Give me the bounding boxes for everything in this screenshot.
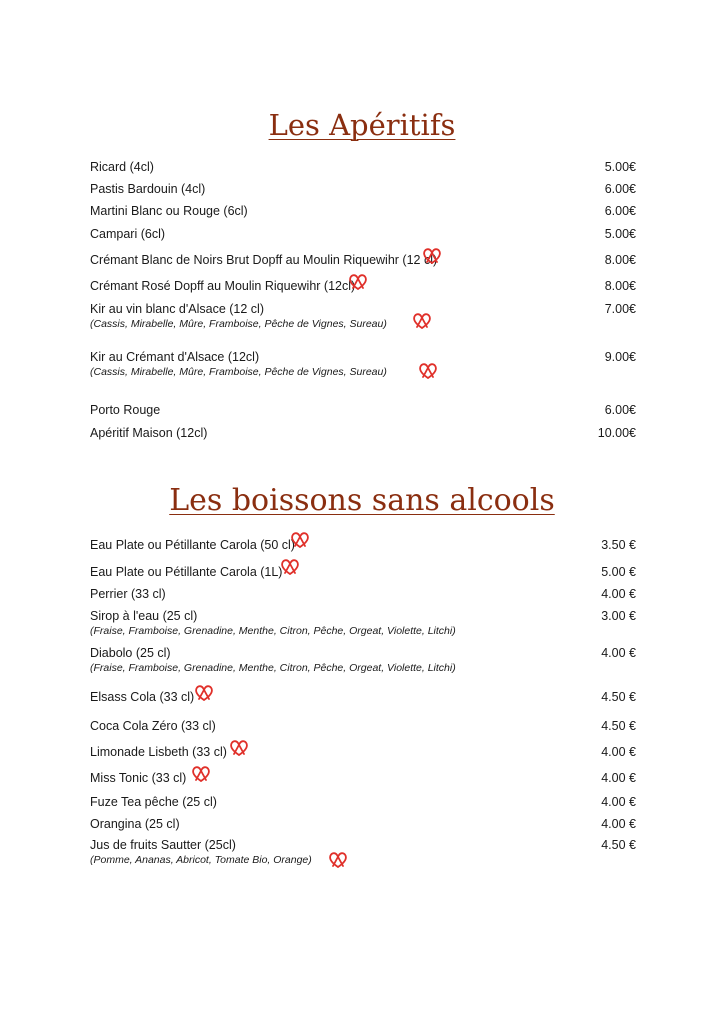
menu-item-price: 7.00€ [604, 302, 636, 316]
menu-item-name: Fuze Tea pêche (25 cl) [90, 795, 217, 809]
menu-item-price: 3.50 € [601, 538, 636, 552]
menu-item-name: Pastis Bardouin (4cl) [90, 182, 206, 196]
menu-item-name: Elsass Cola (33 cl) [90, 690, 195, 704]
soft-drinks-title: Les boissons sans alcools [169, 483, 555, 518]
menu-item-name: Apéritif Maison (12cl) [90, 426, 208, 440]
alsace-pretzel-icon [422, 247, 442, 265]
menu-item-price: 10.00€ [597, 426, 636, 440]
menu-item-price: 4.50 € [601, 838, 636, 852]
menu-item-price: 4.00 € [601, 795, 636, 809]
menu-item-price: 4.00 € [601, 745, 636, 759]
alsace-pretzel-icon [191, 765, 211, 783]
menu-item-note: (Cassis, Mirabelle, Mûre, Framboise, Pêche de Vignes, Sureau) [90, 366, 387, 378]
menu-item-name: Crémant Rosé Dopff au Moulin Riquewihr (12cl) [90, 279, 356, 293]
menu-item-name: Orangina (25 cl) [90, 817, 180, 831]
menu-item-name: Kir au Crémant d'Alsace (12cl) [90, 350, 260, 364]
menu-item-price: 4.00 € [601, 771, 636, 785]
menu-item-price: 5.00€ [604, 227, 636, 241]
menu-item-price: 6.00€ [604, 182, 636, 196]
menu-item-note: (Fraise, Framboise, Grenadine, Menthe, Citron, Pêche, Orgeat, Violette, Litchi) [90, 625, 456, 637]
menu-item-name: Kir au vin blanc d'Alsace (12 cl) [90, 302, 264, 316]
menu-item-price: 6.00€ [604, 403, 636, 417]
menu-item-price: 6.00€ [604, 204, 636, 218]
menu-item-price: 4.50 € [601, 719, 636, 733]
menu-item-name: Perrier (33 cl) [90, 587, 166, 601]
alsace-pretzel-icon [280, 558, 300, 576]
menu-item-note: (Pomme, Ananas, Abricot, Tomate Bio, Orange) [90, 854, 312, 866]
menu-item-name: Coca Cola Zéro (33 cl) [90, 719, 216, 733]
menu-item-price: 3.00 € [601, 609, 636, 623]
menu-item-price: 8.00€ [604, 253, 636, 267]
menu-item-note: (Fraise, Framboise, Grenadine, Menthe, Citron, Pêche, Orgeat, Violette, Litchi) [90, 662, 456, 674]
menu-item-price: 4.00 € [601, 646, 636, 660]
menu-item-price: 4.00 € [601, 817, 636, 831]
alsace-pretzel-icon [194, 684, 214, 702]
alsace-pretzel-icon [412, 312, 432, 330]
menu-item-price: 5.00 € [601, 565, 636, 579]
menu-item-price: 5.00€ [604, 160, 636, 174]
menu-item-name: Limonade Lisbeth (33 cl) [90, 745, 227, 759]
alsace-pretzel-icon [418, 362, 438, 380]
menu-item-price: 8.00€ [604, 279, 636, 293]
menu-item-name: Sirop à l'eau (25 cl) [90, 609, 198, 623]
menu-item-name: Crémant Blanc de Noirs Brut Dopff au Moulin Riquewihr (12 cl) [90, 253, 438, 267]
alsace-pretzel-icon [328, 851, 348, 869]
menu-item-price: 4.00 € [601, 587, 636, 601]
menu-item-price: 9.00€ [604, 350, 636, 364]
alsace-pretzel-icon [290, 531, 310, 549]
menu-item-name: Miss Tonic (33 cl) [90, 771, 187, 785]
menu-item-name: Eau Plate ou Pétillante Carola (50 cl) [90, 538, 295, 552]
menu-item-note: (Cassis, Mirabelle, Mûre, Framboise, Pêche de Vignes, Sureau) [90, 318, 387, 330]
menu-item-name: Eau Plate ou Pétillante Carola (1L) [90, 565, 283, 579]
alsace-pretzel-icon [348, 273, 368, 291]
alsace-pretzel-icon [229, 739, 249, 757]
menu-item-name: Jus de fruits Sautter (25cl) [90, 838, 236, 852]
aperitifs-title: Les Apéritifs [268, 108, 456, 142]
menu-item-name: Campari (6cl) [90, 227, 166, 241]
menu-item-name: Ricard (4cl) [90, 160, 154, 174]
menu-item-price: 4.50 € [601, 690, 636, 704]
menu-item-name: Martini Blanc ou Rouge (6cl) [90, 204, 248, 218]
menu-item-name: Diabolo (25 cl) [90, 646, 171, 660]
menu-item-name: Porto Rouge [90, 403, 161, 417]
